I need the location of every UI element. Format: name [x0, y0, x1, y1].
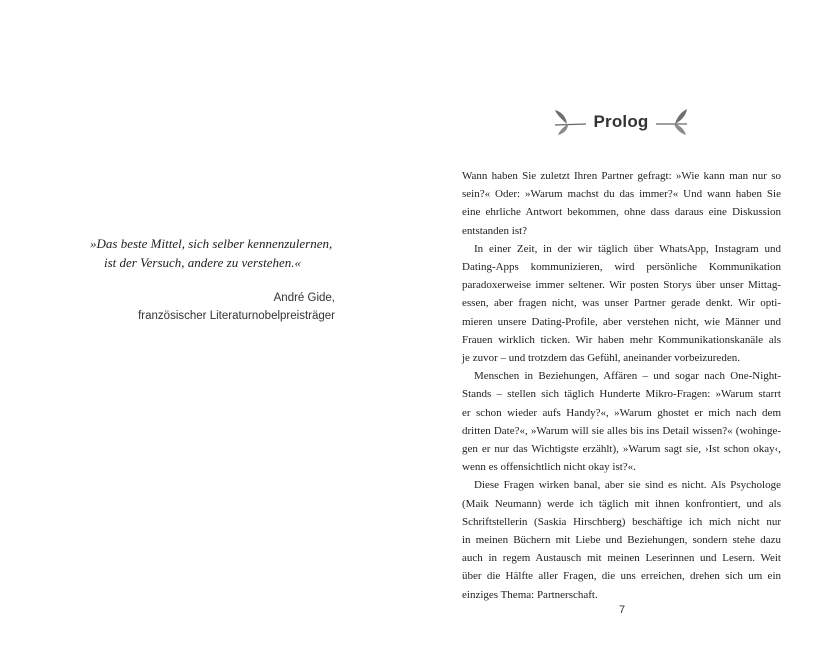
text-line: mieren unsere Dating-Profile, aber verstehen nicht, wie Männer und	[462, 315, 781, 328]
epigraph-attribution	[90, 289, 335, 325]
text-line: je zuvor – und trotzdem das Gefühl, aneinander vorbeizureden.	[462, 352, 740, 365]
chapter-title: Prolog	[593, 112, 649, 131]
chapter-heading	[458, 104, 784, 140]
text-line: eine ehrliche Antwort bekommen, ohne dass daraus eine Diskussion	[462, 206, 781, 219]
epigraph-quote-line: ist der Versuch, andere zu verstehen.«	[104, 255, 302, 270]
leaf-ornament-icon	[655, 107, 689, 137]
text-line: Dating-Apps kommunizieren, wird persönliche Kommunikation	[462, 261, 781, 274]
text-line: paradoxerweise immer seltener. Wir posten Storys über unser Mittag-	[462, 279, 781, 292]
text-line: In einer Zeit, in der wir täglich über WhatsApp, Instagram und	[474, 242, 781, 255]
leaf-ornament-icon	[553, 107, 587, 137]
text-line: entstanden ist?	[462, 224, 528, 237]
text-line: Frauen wirklich ticken. Wir haben mehr Kommunikationskanäle als	[462, 333, 781, 346]
epigraph	[90, 234, 335, 325]
prolog-body-text	[462, 167, 781, 604]
text-line: sein?« Oder: »Warum machst du das immer?« Und wann haben Sie	[462, 188, 781, 201]
text-line: wenn es offensichtlich nicht okay ist?«.	[462, 461, 636, 474]
text-line: einziges Thema: Partnerschaft.	[462, 588, 598, 601]
text-line: gen er nur das Wichtigste erzählt), »Warum sagt sie, ›Ist schon okay‹,	[462, 443, 781, 456]
text-line: essen, aber fragen nicht, was unser Partner gerade denkt. Wir opti-	[462, 297, 781, 310]
epigraph-author-description: französischer Literaturnobelpreisträger	[138, 310, 335, 322]
text-line: Diese Fragen wirken banal, aber sie sind es nicht. Als Psychologe	[474, 479, 781, 492]
text-line: Schriftstellerin (Saskia Hirschberg) beschäftige ich mich nicht nur	[462, 515, 781, 528]
text-line: in meinen Büchern mit Liebe und Beziehungen, sondern stehe dazu	[462, 534, 781, 547]
text-line: dritten Date?«, »Warum will sie alles bis ins Detail wissen?« (wohinge-	[462, 424, 781, 437]
text-line: auch in regem Austausch mit meinen Leserinnen und Lesern. Weit	[462, 552, 781, 565]
text-line: Menschen in Beziehungen, Affären – und sogar nach One-Night-	[474, 370, 781, 383]
page-number: 7	[618, 604, 626, 616]
text-line: Wann haben Sie zuletzt Ihren Partner gefragt: »Wie kann man nur so	[462, 170, 781, 182]
text-line: Stands – stellen sich täglich Hunderte Mikro-Fragen: »Warum starrt	[462, 388, 781, 401]
text-line: über die Hälfte aller Fragen, die uns erreichen, drehen sich um ein	[462, 570, 781, 583]
epigraph-author: André Gide,	[273, 292, 335, 304]
text-line: er schon wieder aufs Handy?«, »Warum ghostet er mich nach dem	[462, 406, 781, 419]
epigraph-quote-line: »Das beste Mittel, sich selber kennenzulernen,	[90, 236, 333, 251]
text-line: (Maik Neumann) werde ich täglich mit ihnen konfrontiert, und als	[462, 497, 781, 510]
